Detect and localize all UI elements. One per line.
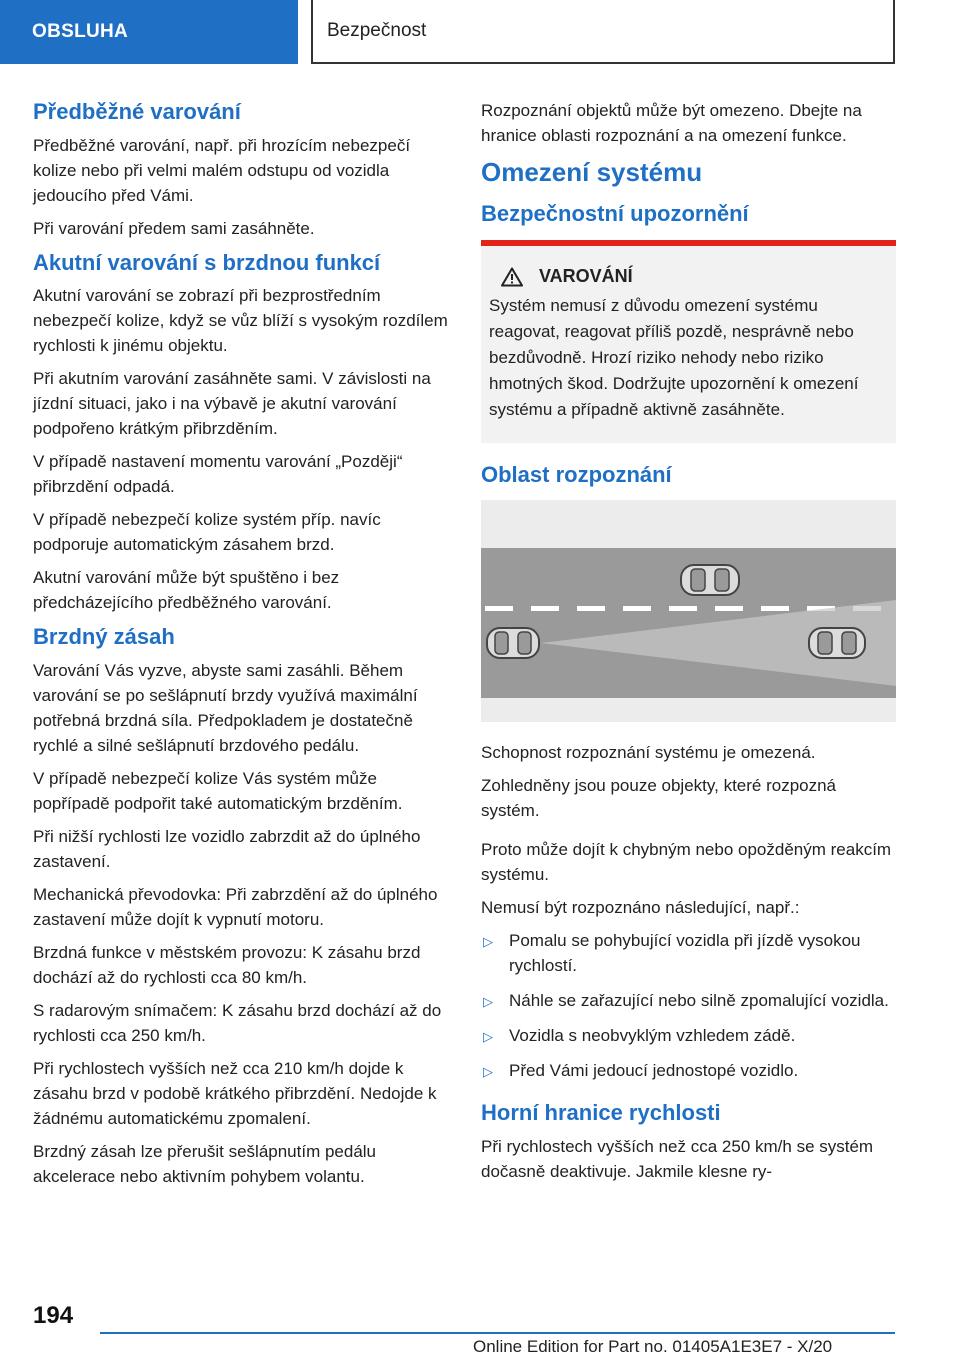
car-icon-own	[487, 628, 539, 658]
road-diagram	[481, 500, 896, 722]
section-tab	[0, 0, 298, 64]
warning-box	[481, 240, 896, 443]
paragraph: Akutní varování může být spuštěno i bez předcházejícího předběžného varování.	[33, 568, 340, 613]
paragraph: Rozpoznání objektů může být omezeno. Dbejte na hranice oblasti rozpoznání a na omezení funkce.	[481, 101, 862, 145]
paragraph: Akutní varování se zobrazí při bezprostředním nebezpečí kolize, když se vůz blíží s vysokým rozdílem rychlosti k jinému objektu.	[33, 286, 448, 356]
list-item-text: Náhle se zařazující nebo silně zpomalující vozidla.	[509, 990, 889, 1010]
list-item	[481, 1058, 896, 1083]
paragraph: Brzdný zásah lze přerušit sešlápnutím pedálu akcelerace nebo aktivním pohybem volantu.	[33, 1141, 377, 1186]
paragraph: Proto může dojít k chybným nebo opožděným reakcím systému.	[481, 839, 892, 884]
paragraph: Nemusí být rozpoznáno následující, např.:	[481, 897, 800, 917]
footer-divider	[100, 1332, 895, 1334]
list-item	[481, 928, 896, 978]
paragraph: Při nižší rychlosti lze vozidlo zabrzdit až do úplného zastavení.	[33, 826, 421, 871]
subtitle-safety-notes: Bezpečnostní upozornění	[481, 200, 749, 226]
paragraph: Zohledněny jsou pouze objekty, které rozpozná systém.	[481, 775, 837, 820]
main-title-system-limits: Omezení systému	[481, 157, 703, 187]
left-column	[33, 98, 448, 1197]
paragraph: Schopnost rozpoznání systému je omezená.	[481, 742, 816, 762]
list-item	[481, 1023, 896, 1048]
section-title-acute-warning: Akutní varování s brzdnou funkcí	[33, 249, 381, 275]
list-item-text: Před Vámi jedoucí jednostopé vozidlo.	[509, 1060, 799, 1080]
bullet-triangle-icon: ▷	[483, 993, 493, 1009]
paragraph: V případě nebezpečí kolize systém příp. navíc podporuje automatickým zásahem brzd.	[33, 510, 381, 555]
bullet-triangle-icon: ▷	[483, 933, 493, 949]
bullet-triangle-icon: ▷	[483, 1063, 493, 1079]
warning-text: Systém nemusí z důvodu omezení systému reagovat, reagovat příliš pozdě, nesprávně nebo bezdůvodně. Hrozí riziko nehody nebo riziko hmotných škod. Dodržujte upozornění k omezení systému a případně aktivně zasáhněte.	[489, 296, 859, 420]
section-title-speed-limit: Horní hranice rychlosti	[481, 1099, 721, 1125]
paragraph: Při rychlostech vyšších než cca 210 km/h dojde k zásahu brzd v podobě krátkého přibrzdění. Nedojde k žádnému automatickému zpomalení.	[33, 1058, 437, 1128]
footer-edition: Online Edition for Part no. 01405A1E3E7 - X/20	[473, 1337, 833, 1356]
page-number: 194	[33, 1302, 74, 1329]
paragraph: S radarovým snímačem: K zásahu brzd dochází až do rychlosti cca 250 km/h.	[33, 1000, 442, 1045]
section-tab-label: OBSLUHA	[32, 21, 129, 42]
section-title-detection-area: Oblast rozpoznání	[481, 462, 672, 488]
paragraph: V případě nebezpečí kolize Vás systém může popřípadě podpořit také automatickým brzděním.	[33, 768, 403, 813]
paragraph: Varování Vás vyzve, abyste sami zasáhli. Během varování se po sešlápnutí brzdy využívá maximální potřebná brzdná síla. Předpokladem je dostatečně rychlé a silné sešlápnutí brzdového pedálu.	[33, 660, 418, 755]
warning-triangle-icon	[501, 267, 523, 287]
warning-label: VAROVÁNÍ	[539, 266, 633, 287]
list-item-text: Vozidla s neobvyklým vzhledem zádě.	[509, 1025, 796, 1045]
paragraph: V případě nastavení momentu varování „Později“ přibrzdění odpadá.	[33, 452, 403, 497]
list-item-text: Pomalu se pohybující vozidla při jízdě vysokou rychlostí.	[509, 930, 861, 975]
paragraph: Předběžné varování, např. při hrozícím nebezpečí kolize nebo při velmi malém odstupu od vozidla jedoucího před Vámi.	[33, 135, 411, 205]
car-icon-front	[681, 565, 739, 595]
bullet-triangle-icon: ▷	[483, 1028, 493, 1044]
section-title-pre-warning: Předběžné varování	[33, 99, 241, 124]
chapter-header	[311, 0, 895, 64]
paragraph: Při rychlostech vyšších než cca 250 km/h se systém dočasně deaktivuje. Jakmile klesne ry-	[481, 1136, 874, 1181]
paragraph: Mechanická převodovka: Při zabrzdění až do úplného zastavení může dojít k vypnutí motoru.	[33, 884, 438, 929]
warning-heading	[489, 266, 888, 287]
bullet-list	[481, 928, 896, 1083]
list-item	[481, 988, 896, 1013]
car-icon-ahead	[809, 628, 865, 658]
chapter-title: Bezpečnost	[327, 20, 427, 41]
right-column	[481, 98, 896, 1192]
section-title-brake-intervention: Brzdný zásah	[33, 624, 175, 650]
detection-area-illustration	[481, 500, 896, 722]
paragraph: Brzdná funkce v městském provozu: K zásahu brzd dochází až do rychlosti cca 80 km/h.	[33, 942, 421, 987]
paragraph: Při akutním varování zasáhněte sami. V závislosti na jízdní situaci, jako i na výbavě je akutní varování podpořeno krátkým přibrzděním.	[33, 369, 431, 439]
paragraph: Při varování předem sami zasáhněte.	[33, 218, 315, 238]
